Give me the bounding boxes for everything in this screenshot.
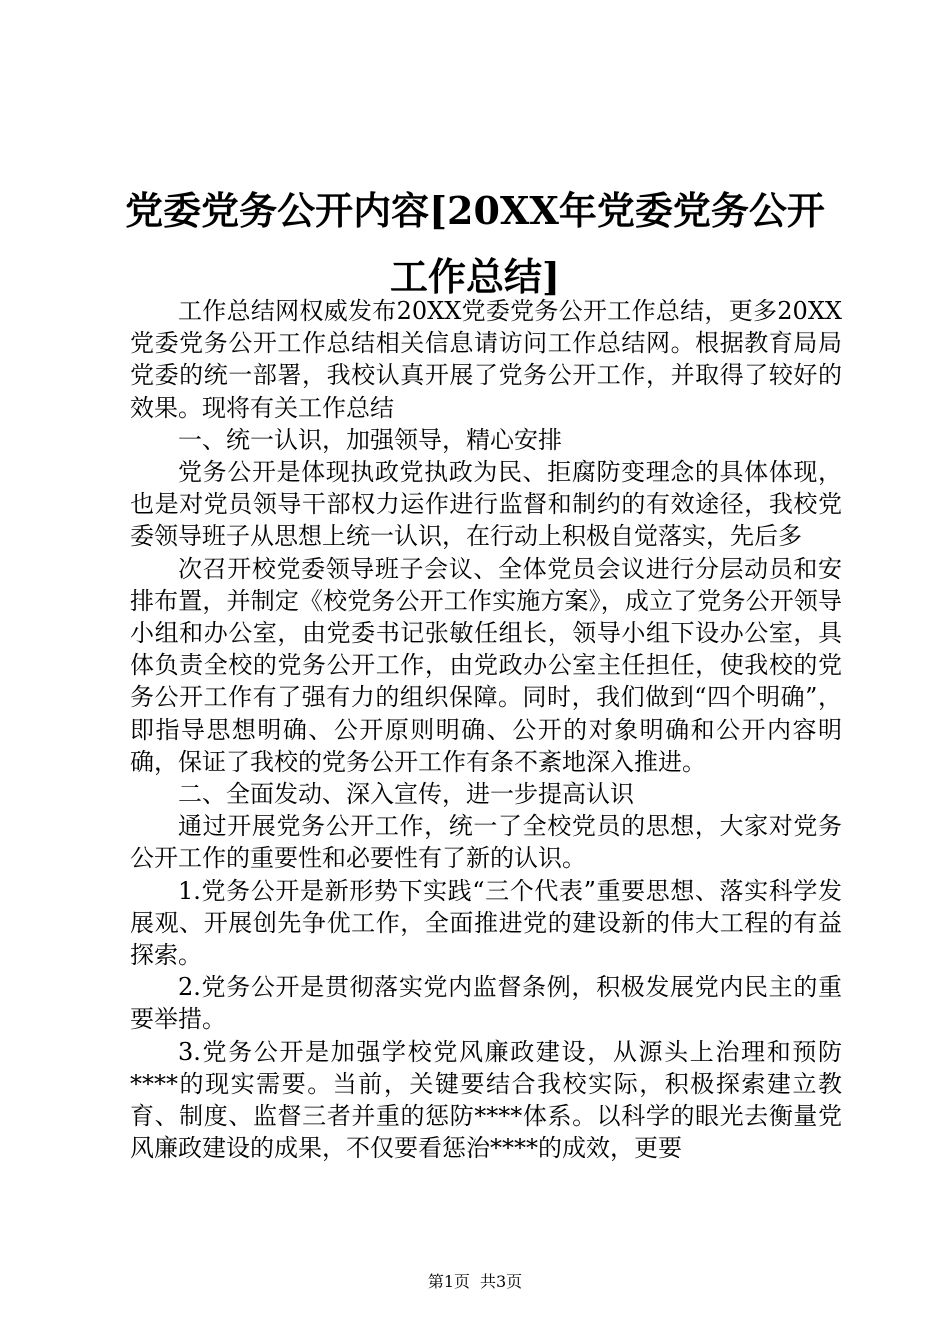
- list-item: 1.党务公开是新形势下实践“三个代表”重要思想、落实科学发展观、开展创先争优工作，全面推进党的建设新的伟大工程的有益探索。: [130, 876, 842, 970]
- document-title: 党委党务公开内容[20XX年党委党务公开工作总结]: [125, 188, 825, 299]
- paragraph: 次召开校党委领导班子会议、全体党员会议进行分层动员和安排布置，并制定《校党务公开工作实施方案》，成立了党务公开领导小组和办公室，由党委书记张敏任组长，领导小组下设办公室，具体负责全校的党务公开工作，由党政办公室主任担任，使我校的党务公开工作有了强有力的组织保障。同时，我们做到“四个明确”，即指导思想明确、公开原则明确、公开的对象明确和公开内容明确，保证了我校的党务公开工作有条不紊地深入推进。: [130, 554, 842, 776]
- paragraph-intro: 工作总结网权威发布20XX党委党务公开工作总结，更多20XX党委党务公开工作总结相关信息请访问工作总结网。根据教育局局党委的统一部署，我校认真开展了党务公开工作，并取得了较好的效果。现将有关工作总结: [130, 297, 842, 422]
- page-total: 共3页: [480, 1272, 523, 1291]
- page-footer: [0, 1272, 950, 1292]
- section-heading-1: 一、统一认识，加强领导，精心安排: [178, 425, 562, 454]
- document-body: [130, 295, 842, 1164]
- list-item: 2.党务公开是贯彻落实党内监督条例，积极发展党内民主的重要举措。: [130, 973, 842, 1034]
- list-item: 3.党务公开是加强学校党风廉政建设，从源头上治理和预防****的现实需要。当前，关键要结合我校实际，积极探索建立教育、制度、监督三者并重的惩防****体系。以科学的眼光去衡量党风廉政建设的成果，不仅要看惩治****的成效，更要: [130, 1037, 842, 1163]
- page-number: 第1页: [427, 1272, 470, 1291]
- section-heading-2: 二、全面发动、深入宣传，进一步提高认识: [178, 780, 634, 809]
- paragraph: 党务公开是体现执政党执政为民、拒腐防变理念的具体体现，也是对党员领导干部权力运作进行监督和制约的有效途径，我校党委领导班子从思想上统一认识，在行动上积极自觉落实，先后多: [130, 458, 842, 551]
- paragraph: 通过开展党务公开工作，统一了全校党员的思想，大家对党务公开工作的重要性和必要性有了新的认识。: [130, 812, 842, 873]
